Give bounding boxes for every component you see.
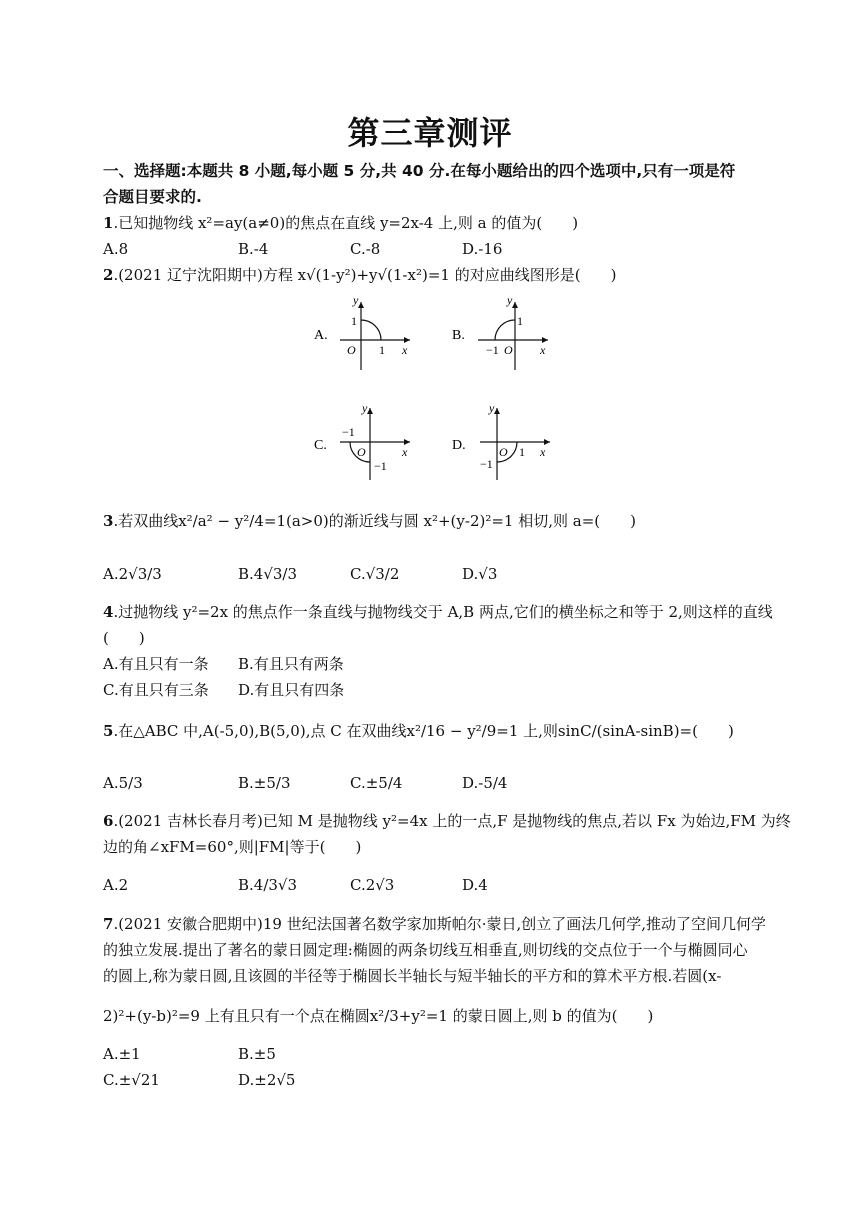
svg-text:1: 1 [351, 314, 357, 328]
question-number: 6 [103, 812, 114, 830]
q7-option-d: D.±2√5 [238, 1071, 296, 1089]
q3-option-c: C.√3/2 [350, 565, 400, 583]
q6-option-c: C.2√3 [350, 876, 395, 894]
question-number: 7 [103, 915, 114, 933]
q5-option-c: C.±5/4 [350, 774, 403, 792]
figure-label: B. [452, 328, 465, 343]
svg-text:y: y [362, 402, 368, 415]
q1-option-b: B.-4 [238, 240, 269, 258]
question-text: .(2021 辽宁沈阳期中)方程 x√(1-y²)+y√(1-x²)=1 的对应曲线图形是( ) [113, 266, 617, 284]
svg-text:y: y [353, 293, 359, 307]
question-7 [103, 913, 783, 935]
question-6 [103, 810, 791, 832]
figure-label: D. [452, 438, 466, 453]
svg-text:x: x [402, 343, 408, 357]
q1-option-a: A.8 [103, 240, 129, 258]
question-number: 1 [103, 214, 114, 232]
svg-text:x: x [402, 445, 408, 459]
question-text: .已知抛物线 x²=ay(a≠0)的焦点在直线 y=2x-4 上,则 a 的值为( ) [113, 214, 579, 232]
q7-option-c: C.±√21 [103, 1071, 160, 1089]
q5-option-b: B.±5/3 [238, 774, 291, 792]
q7-option-a: A.±1 [103, 1045, 141, 1063]
question-6-cont: 边的角∠xFM=60°,则|FM|等于( ) [103, 838, 362, 856]
question-number: 2 [103, 266, 114, 284]
svg-text:y: y [489, 402, 495, 415]
svg-text:O: O [347, 343, 356, 357]
question-7-cont-2: 的圆上,称为蒙日圆,且该圆的半径等于椭圆长半轴长与短半轴长的平方和的算术平方根.若圆(x- [103, 967, 722, 985]
q2-figure-c [308, 402, 420, 482]
q3-option-b: B.4√3/3 [238, 565, 298, 583]
q5-option-d: D.-5/4 [462, 774, 508, 792]
q1-option-d: D.-16 [462, 240, 503, 258]
q4-option-a: A.有且只有一条 [103, 655, 209, 673]
q6-option-b: B.4/3√3 [238, 876, 298, 894]
section-heading-line2: 合题目要求的. [103, 188, 202, 206]
svg-text:1: 1 [517, 314, 523, 328]
svg-text:O: O [357, 445, 366, 459]
q4-option-b: B.有且只有两条 [238, 655, 344, 673]
question-4-cont: ( ) [103, 629, 145, 647]
q3-option-a: A.2√3/3 [103, 565, 162, 583]
section-heading-line1: 一、选择题:本题共 8 小题,每小题 5 分,共 40 分.在每小题给出的四个选项中,只有一项是符 [103, 162, 736, 180]
figure-label: C. [314, 438, 327, 453]
svg-text:x: x [540, 445, 546, 459]
svg-text:−1: −1 [486, 343, 499, 357]
question-5 [103, 720, 783, 742]
question-text: .(2021 安徽合肥期中)19 世纪法国著名数学家加斯帕尔·蒙日,创立了画法几何学,推动了空间几何学 [113, 915, 767, 933]
q7-option-b: B.±5 [238, 1045, 276, 1063]
svg-text:O: O [499, 445, 508, 459]
q6-option-a: A.2 [103, 876, 129, 894]
svg-text:−1: −1 [374, 459, 387, 473]
svg-text:1: 1 [519, 445, 525, 459]
question-text: .在△ABC 中,A(-5,0),B(5,0),点 C 在双曲线x²/16 − y²/9=1 上,则sinC/(sinA-sinB)=( ) [113, 722, 734, 740]
question-3 [103, 510, 783, 532]
q2-figure-d [448, 402, 560, 482]
q3-option-d: D.√3 [462, 565, 498, 583]
question-number: 5 [103, 722, 114, 740]
svg-text:−1: −1 [480, 457, 493, 471]
q4-option-c: C.有且只有三条 [103, 681, 209, 699]
question-4 [103, 601, 783, 623]
q2-figure-b [448, 292, 560, 372]
question-1 [103, 212, 783, 234]
question-text: .若双曲线x²/a² − y²/4=1(a>0)的渐近线与圆 x²+(y-2)²=1 相切,则 a=( ) [113, 512, 636, 530]
question-text: .过抛物线 y²=2x 的焦点作一条直线与抛物线交于 A,B 两点,它们的横坐标之和等于 2,则这样的直线 [113, 603, 773, 621]
figure-label: A. [314, 328, 328, 343]
question-text: .(2021 吉林长春月考)已知 M 是抛物线 y²=4x 上的一点,F 是抛物线的焦点,若以 Fx 为始边,FM 为终 [113, 812, 791, 830]
question-number: 4 [103, 603, 114, 621]
svg-text:x: x [540, 343, 546, 357]
question-2 [103, 264, 783, 286]
page-title: 第三章测评 [347, 114, 513, 152]
svg-text:y: y [507, 293, 513, 307]
svg-text:1: 1 [379, 343, 385, 357]
svg-text:−1: −1 [342, 425, 355, 439]
q4-option-d: D.有且只有四条 [238, 681, 345, 699]
q2-figure-a [308, 292, 420, 372]
q6-option-d: D.4 [462, 876, 488, 894]
question-7-cont-1: 的独立发展.提出了著名的蒙日圆定理:椭圆的两条切线互相垂直,则切线的交点位于一个与椭圆同心 [103, 941, 748, 959]
question-7-cont-3: 2)²+(y-b)²=9 上有且只有一个点在椭圆x²/3+y²=1 的蒙日圆上,则 b 的值为( ) [103, 1007, 654, 1025]
q1-option-c: C.-8 [350, 240, 381, 258]
svg-text:O: O [504, 343, 513, 357]
q5-option-a: A.5/3 [103, 774, 143, 792]
question-number: 3 [103, 512, 114, 530]
